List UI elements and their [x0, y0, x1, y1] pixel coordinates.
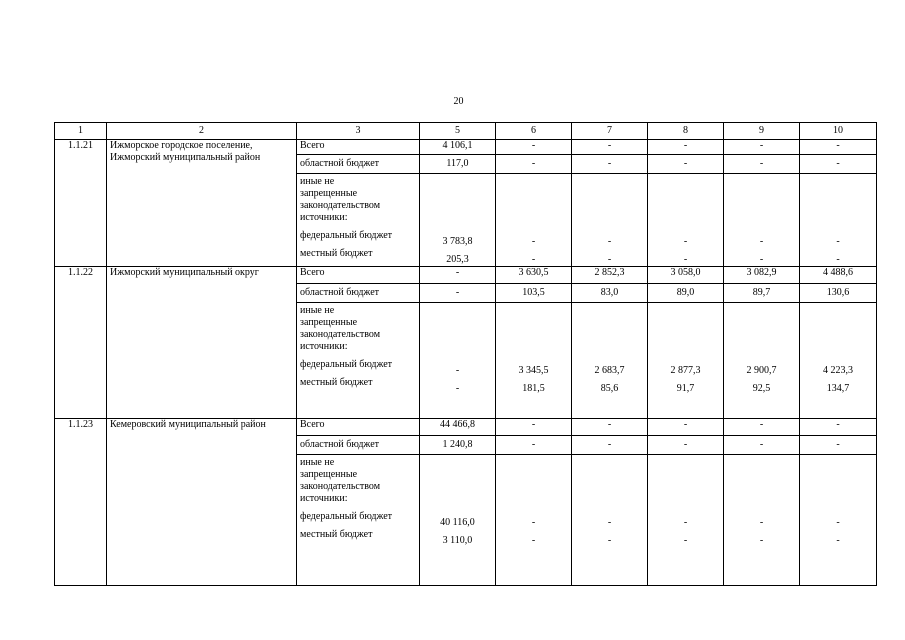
regional-value: 117,0 [420, 155, 496, 174]
other-sources-label: иные не запрещенные законодательством источники: [300, 457, 381, 504]
other-sources-values [420, 303, 496, 419]
total-value: - [496, 419, 572, 436]
header-row [55, 123, 877, 140]
local-value: 91,7 [676, 383, 695, 394]
header-col-5: 5 [420, 123, 496, 140]
local-value: 85,6 [600, 383, 619, 394]
regional-value: - [800, 155, 877, 174]
other-sources-values [724, 455, 800, 586]
federal-value: 3 345,5 [518, 365, 549, 376]
total-value: 3 058,0 [648, 267, 724, 284]
regional-value: - [724, 155, 800, 174]
other-sources-values [420, 455, 496, 586]
total-label: Всего [297, 140, 420, 155]
regional-value: 83,0 [572, 284, 648, 303]
local-value: - [531, 254, 536, 265]
regional-value: - [572, 155, 648, 174]
regional-value: 89,7 [724, 284, 800, 303]
header-col-10: 10 [800, 123, 877, 140]
other-sources-values [496, 455, 572, 586]
other-sources-values [496, 174, 572, 267]
total-label: Всего [297, 267, 420, 284]
local-value: - [836, 254, 840, 265]
local-value: 181,5 [522, 383, 545, 394]
federal-value: - [683, 236, 688, 247]
federal-value: 2 900,7 [746, 365, 777, 376]
regional-label: областной бюджет [297, 155, 420, 174]
header-col-6: 6 [496, 123, 572, 140]
row-name: Ижморский муниципальный округ [107, 267, 297, 419]
regional-label: областной бюджет [297, 436, 420, 455]
regional-value: - [496, 436, 572, 455]
page-number: 20 [453, 96, 464, 107]
federal-value: - [607, 517, 612, 528]
local-value: 3 110,0 [442, 535, 473, 546]
total-value: - [648, 419, 724, 436]
federal-label: федеральный бюджет [300, 511, 393, 522]
local-value: 92,5 [752, 383, 771, 394]
federal-value: 2 877,3 [670, 365, 701, 376]
row-name: Ижморское городское поселение, Ижморский муниципальный район [107, 140, 297, 267]
local-value: 134,7 [826, 383, 850, 394]
federal-value: - [531, 517, 536, 528]
regional-value: - [496, 155, 572, 174]
table-row [55, 419, 877, 436]
total-value: - [572, 140, 648, 155]
federal-value: - [836, 517, 840, 528]
federal-value: - [607, 236, 612, 247]
federal-value: 3 783,8 [442, 236, 473, 247]
regional-value: 89,0 [648, 284, 724, 303]
regional-value: - [648, 155, 724, 174]
federal-value: 4 223,3 [823, 365, 853, 376]
regional-value: - [800, 436, 877, 455]
other-sources-values [800, 455, 877, 586]
other-sources-label: иные не запрещенные законодательством источники: [300, 176, 381, 223]
total-label: Всего [297, 419, 420, 436]
total-value: 3 630,5 [496, 267, 572, 284]
local-value: - [531, 535, 536, 546]
local-value: - [759, 254, 764, 265]
regional-value: - [648, 436, 724, 455]
total-value: - [496, 140, 572, 155]
total-value: 2 852,3 [572, 267, 648, 284]
other-sources-cell [297, 303, 420, 419]
header-col-7: 7 [572, 123, 648, 140]
other-sources-values [496, 303, 572, 419]
total-value: - [724, 419, 800, 436]
other-sources-values [648, 455, 724, 586]
total-value: - [420, 267, 496, 284]
total-value: - [572, 419, 648, 436]
regional-value: - [420, 284, 496, 303]
other-sources-values [572, 303, 648, 419]
local-value: - [836, 535, 840, 546]
other-sources-values [724, 303, 800, 419]
regional-value: 130,6 [800, 284, 877, 303]
row-code: 1.1.23 [55, 419, 107, 586]
local-value: - [759, 535, 764, 546]
other-sources-label: иные не запрещенные законодательством источники: [300, 305, 381, 352]
local-value: - [607, 535, 612, 546]
federal-value: 40 116,0 [440, 517, 475, 528]
budget-table [54, 122, 877, 586]
other-sources-values [648, 174, 724, 267]
federal-label: федеральный бюджет [300, 359, 393, 370]
federal-value: - [531, 236, 536, 247]
total-value: 4 488,6 [800, 267, 877, 284]
row-code: 1.1.21 [55, 140, 107, 267]
other-sources-values [800, 303, 877, 419]
federal-value: - [759, 236, 764, 247]
header-col-2: 2 [107, 123, 297, 140]
other-sources-cell [297, 455, 420, 586]
federal-value: 2 683,7 [594, 365, 625, 376]
row-code: 1.1.22 [55, 267, 107, 419]
local-label: местный бюджет [300, 248, 373, 259]
other-sources-values [800, 174, 877, 267]
regional-value: 1 240,8 [420, 436, 496, 455]
local-value: - [683, 535, 688, 546]
total-value: - [724, 140, 800, 155]
table-row [55, 267, 877, 284]
total-value: - [800, 140, 877, 155]
total-value: 4 106,1 [420, 140, 496, 155]
total-value: 44 466,8 [420, 419, 496, 436]
local-value: - [607, 254, 612, 265]
regional-label: областной бюджет [297, 284, 420, 303]
federal-value: - [836, 236, 840, 247]
local-value: - [683, 254, 688, 265]
federal-value: - [455, 365, 460, 376]
other-sources-values [420, 174, 496, 267]
other-sources-values [572, 455, 648, 586]
row-name: Кемеровский муниципальный район [107, 419, 297, 586]
local-label: местный бюджет [300, 377, 373, 388]
other-sources-values [572, 174, 648, 267]
header-col-3: 3 [297, 123, 420, 140]
local-value: - [455, 383, 460, 394]
regional-value: 103,5 [496, 284, 572, 303]
other-sources-values [724, 174, 800, 267]
total-value: - [648, 140, 724, 155]
total-value: - [800, 419, 877, 436]
table-row [55, 140, 877, 155]
other-sources-values [648, 303, 724, 419]
header-col-8: 8 [648, 123, 724, 140]
local-label: местный бюджет [300, 529, 373, 540]
local-value: 205,3 [446, 254, 469, 265]
header-col-1: 1 [55, 123, 107, 140]
regional-value: - [724, 436, 800, 455]
other-sources-cell [297, 174, 420, 267]
federal-label: федеральный бюджет [300, 230, 393, 241]
federal-value: - [759, 517, 764, 528]
total-value: 3 082,9 [724, 267, 800, 284]
regional-value: - [572, 436, 648, 455]
header-col-9: 9 [724, 123, 800, 140]
federal-value: - [683, 517, 688, 528]
